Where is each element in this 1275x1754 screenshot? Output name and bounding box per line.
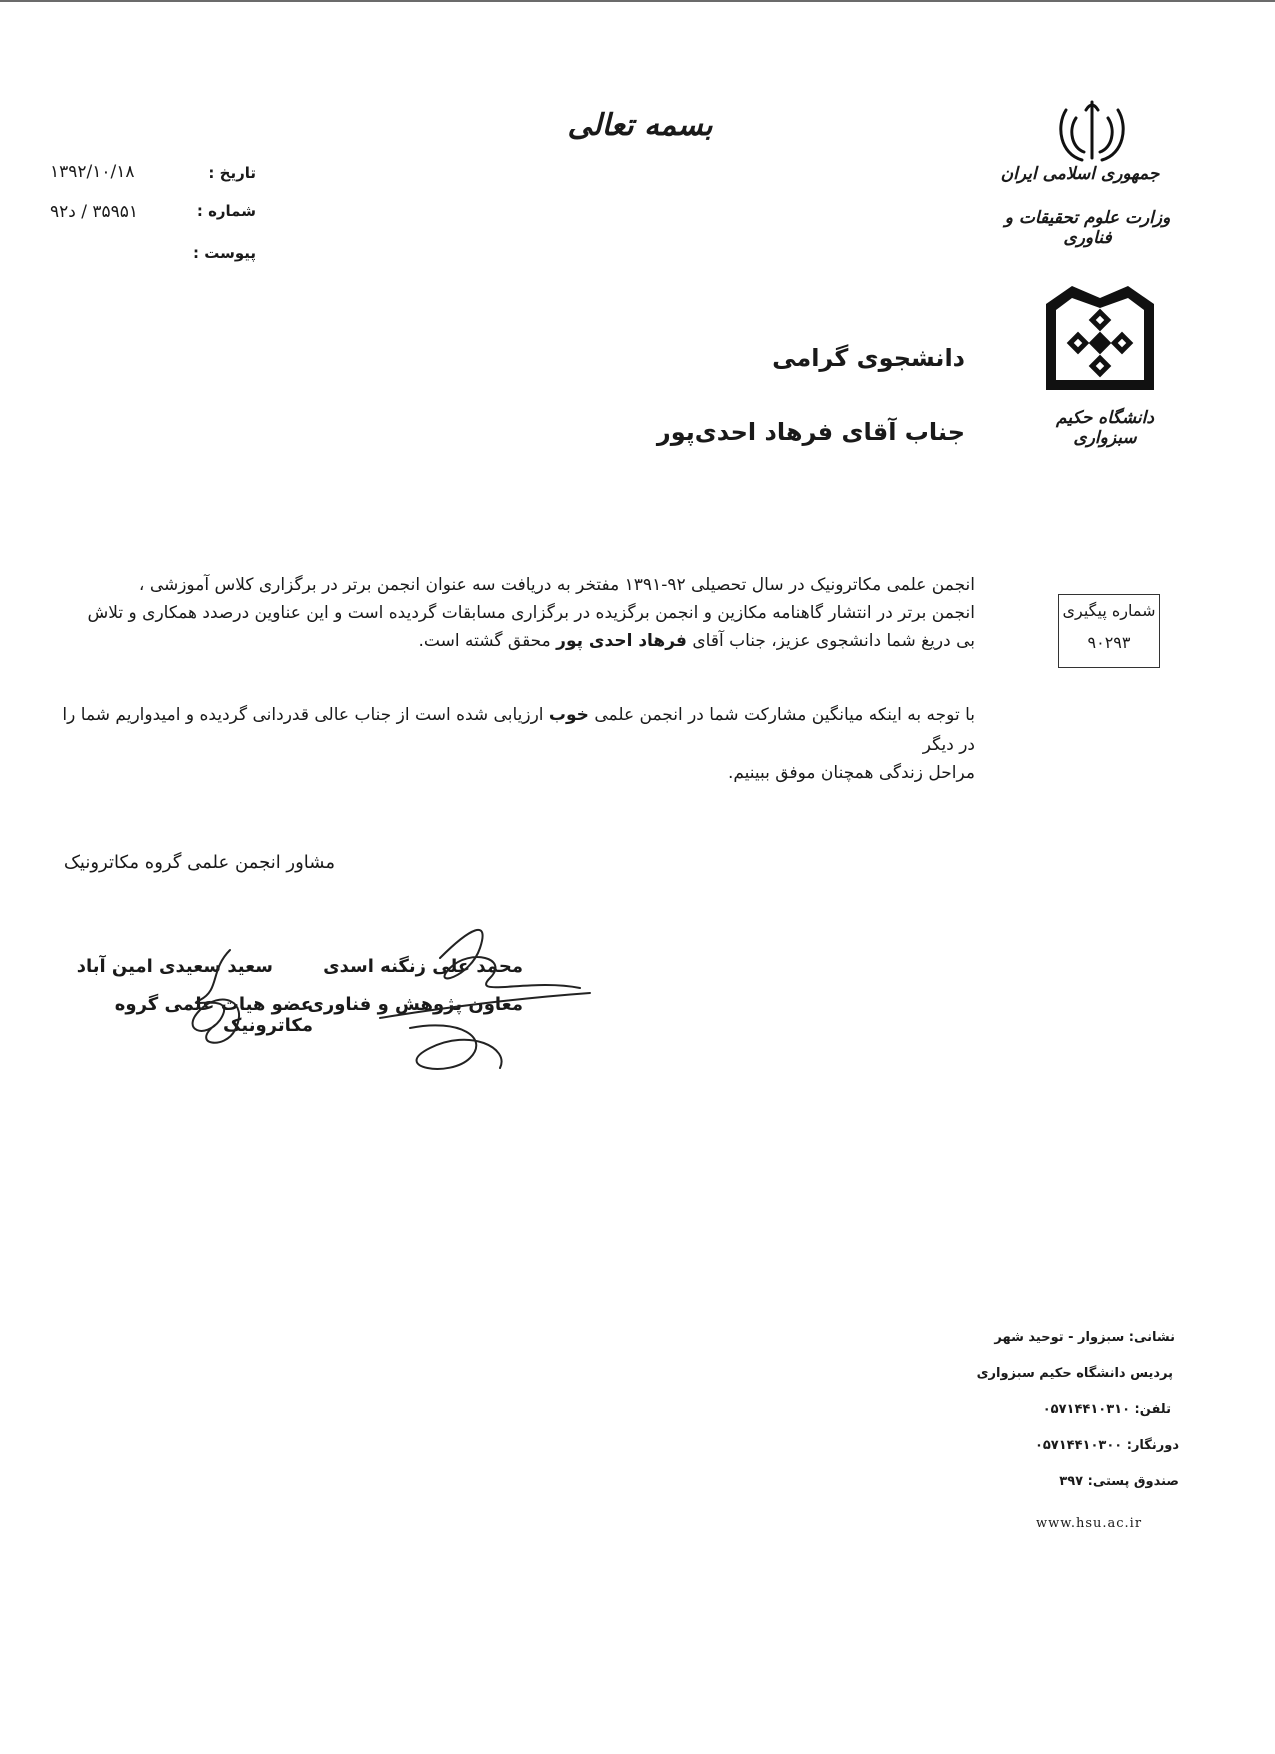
- university-logo-icon: [1040, 280, 1160, 396]
- signature-right-scribble: [320, 918, 620, 1088]
- paragraph-1-line-3-a: بی دریغ شما دانشجوی عزیز، جناب آقای: [692, 631, 975, 651]
- paragraph-2-line-2: مراحل زندگی همچنان موفق ببینیم.: [727, 763, 975, 783]
- footer-pobox: صندوق پستی: ۳۹۷: [1059, 1474, 1179, 1489]
- signer-right-title: معاون پژوهش و فناوری: [307, 994, 523, 1015]
- iran-emblem-icon: [1052, 96, 1132, 168]
- university-name: دانشگاه حکیم سبزواری: [1056, 408, 1154, 448]
- paragraph-1-line-1: انجمن علمی مکاترونیک در سال تحصیلی ۹۲-۱۳۹۱ مفتخر به دریافت سه عنوان انجمن برتر در برگزاری کلاس آموزشی ،: [138, 575, 975, 595]
- advisor-line: مشاور انجمن علمی گروه مکاترونیک: [63, 852, 335, 873]
- paragraph-2-line-1-a: با توجه به اینکه میانگین مشارکت شما در انجمن علمی: [594, 705, 975, 725]
- paragraph-1-line-3-b: محقق گشته است.: [418, 631, 551, 651]
- paragraph-1-line-2: انجمن برتر در انتشار گاهنامه مکازین و انجمن برگزیده در برگزاری مسابقات گردیده است و این عناوین درصدد همکاری و تلاش: [87, 603, 975, 623]
- signer-left-title: عضو هیات علمی گروه مکاترونیک: [114, 994, 313, 1036]
- footer-phone: تلفن: ۰۵۷۱۴۴۱۰۳۱۰: [1042, 1402, 1171, 1417]
- signer-right-name: محمد علی زنگنه اسدی: [323, 956, 523, 977]
- page-edge: [0, 0, 1275, 2]
- paragraph-2-line-1-b: ارزیابی شده است از جناب عالی قدردانی گردیده و امیدواریم شما را در دیگر: [62, 705, 975, 755]
- footer-website: www.hsu.ac.ir: [1036, 1516, 1143, 1531]
- recipient: جناب آقای فرهاد احدی‌پور: [656, 418, 965, 446]
- date-label: تاریخ :: [208, 164, 256, 182]
- footer-address-2: پردیس دانشگاه حکیم سبزواری: [976, 1366, 1173, 1381]
- paragraph-2-line-1: [45, 700, 975, 760]
- recipient-name-bold: فرهاد احدی پور: [556, 631, 687, 651]
- signature-left-scribble: [120, 930, 320, 1060]
- date-value: ۱۳۹۲/۱۰/۱۸: [50, 162, 135, 182]
- footer-fax: دورنگار: ۰۵۷۱۴۴۱۰۳۰۰: [1034, 1438, 1179, 1453]
- signer-left-name: سعید سعیدی امین آباد: [76, 956, 273, 977]
- paragraph-1-line-3: [45, 626, 975, 656]
- number-value: ۳۵۹۵۱ / د۹۲: [50, 202, 139, 222]
- tracking-number-box: [1058, 594, 1160, 668]
- tracking-value: ۹۰۲۹۳: [1087, 633, 1131, 652]
- attachment-label: پیوست :: [192, 244, 256, 262]
- tracking-label: شماره پیگیری: [1062, 601, 1156, 620]
- number-label: شماره :: [196, 202, 256, 220]
- ministry-line-2: وزارت علوم تحقیقات و فناوری: [1004, 208, 1171, 248]
- salutation: دانشجوی گرامی: [772, 344, 965, 372]
- participation-grade: خوب: [548, 705, 589, 725]
- heading-bismillah: بسمه تعالی: [567, 108, 713, 143]
- ministry-line-1: جمهوری اسلامی ایران: [1000, 164, 1160, 184]
- footer-address-1: نشانی: سبزوار - توحید شهر: [994, 1330, 1175, 1345]
